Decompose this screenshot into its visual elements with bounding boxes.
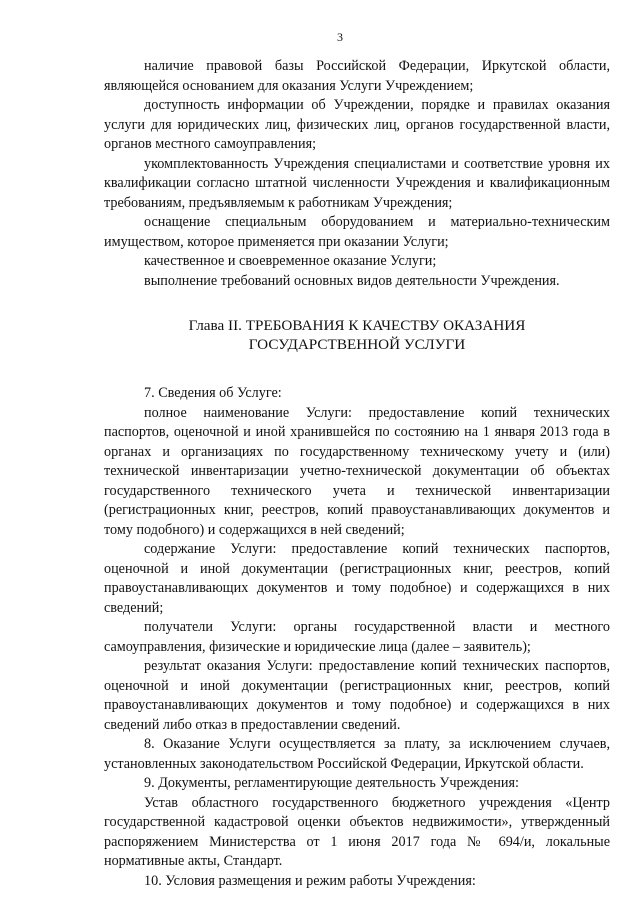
item-8-paragraph: 8. Оказание Услуги осуществляется за плату, за исключением случаев, установленных законодательством Российской Федерации, Иркутской области. <box>104 736 610 772</box>
paragraph-legal-basis: наличие правовой базы Российской Федерации, Иркутской области, являющейся основанием для оказания Услуги Учреждением; <box>104 58 610 94</box>
paragraph-information-availability: доступность информации об Учреждении, порядке и правилах оказания услуги для юридических лиц, физических лиц, органов государственной власти, органов местного самоуправления; <box>104 97 610 152</box>
paragraph-charter: Устав областного государственного бюджетного учреждения «Центр государственной кадастровой оценки объектов недвижимости», утвержденный распоряжением Министерства от 1 июня 2017 года № 694/и, локальные нормативные акты, Стандарт. <box>104 794 610 869</box>
paragraph-content: содержание Услуги: предоставление копий технических паспортов, оценочной и иной документации (регистрационных книг, реестров, копий правоустанавливающих документов и тому подобное) и содержащихся в них сведений; <box>104 541 610 616</box>
item-9-heading: 9. Документы, регламентирующие деятельность Учреждения: <box>144 775 519 791</box>
paragraph-full-name: полное наименование Услуги: предоставление копий технических паспортов, оценочной и иной хранившейся по состоянию на 1 января 2013 года в органах и организациях по государственному техническому учету и (или) технической инвентаризации учетно-технической документации об объектах государственного технического учета и технической инвентаризации (регистрационных книг, реестров, копий правоустанавливающих документов и тому подобного) и содержащихся в ней сведений; <box>104 404 610 538</box>
paragraph-staffing: укомплектованность Учреждения специалистами и соответствие уровня их квалификации согласно штатной численности Учреждения и квалификационным требованиям, предъявляемым к работникам Учреждения; <box>104 155 610 211</box>
paragraph-equipment: оснащение специальным оборудованием и материально-техническим имуществом, которое применяется при оказании Услуги; <box>104 214 610 250</box>
intro-section <box>104 57 610 291</box>
paragraph-quality: качественное и своевременное оказание Услуги; <box>144 253 437 269</box>
paragraph-recipients: получатели Услуги: органы государственной власти и местного самоуправления, физические и юридические лица (далее – заявитель); <box>104 619 610 655</box>
chapter-body <box>104 384 610 891</box>
page-number: 3 <box>337 30 343 44</box>
paragraph-requirements: выполнение требований основных видов деятельности Учреждения. <box>144 272 560 289</box>
item-10-heading: 10. Условия размещения и режим работы Учреждения: <box>144 872 476 889</box>
chapter-heading <box>104 316 610 354</box>
item-7-heading: 7. Сведения об Услуге: <box>144 385 282 401</box>
paragraph-result: результат оказания Услуги: предоставление копий технических паспортов, оценочной и иной документации (регистрационных книг, реестров, копий правоустанавливающих документов и тому подобное) и содержащихся в них сведений либо отказ в предоставлении сведений. <box>104 658 610 733</box>
chapter-heading-line-1: Глава II. ТРЕБОВАНИЯ К КАЧЕСТВУ ОКАЗАНИЯ <box>188 317 526 334</box>
chapter-heading-line-2: ГОСУДАРСТВЕННОЙ УСЛУГИ <box>248 336 466 353</box>
